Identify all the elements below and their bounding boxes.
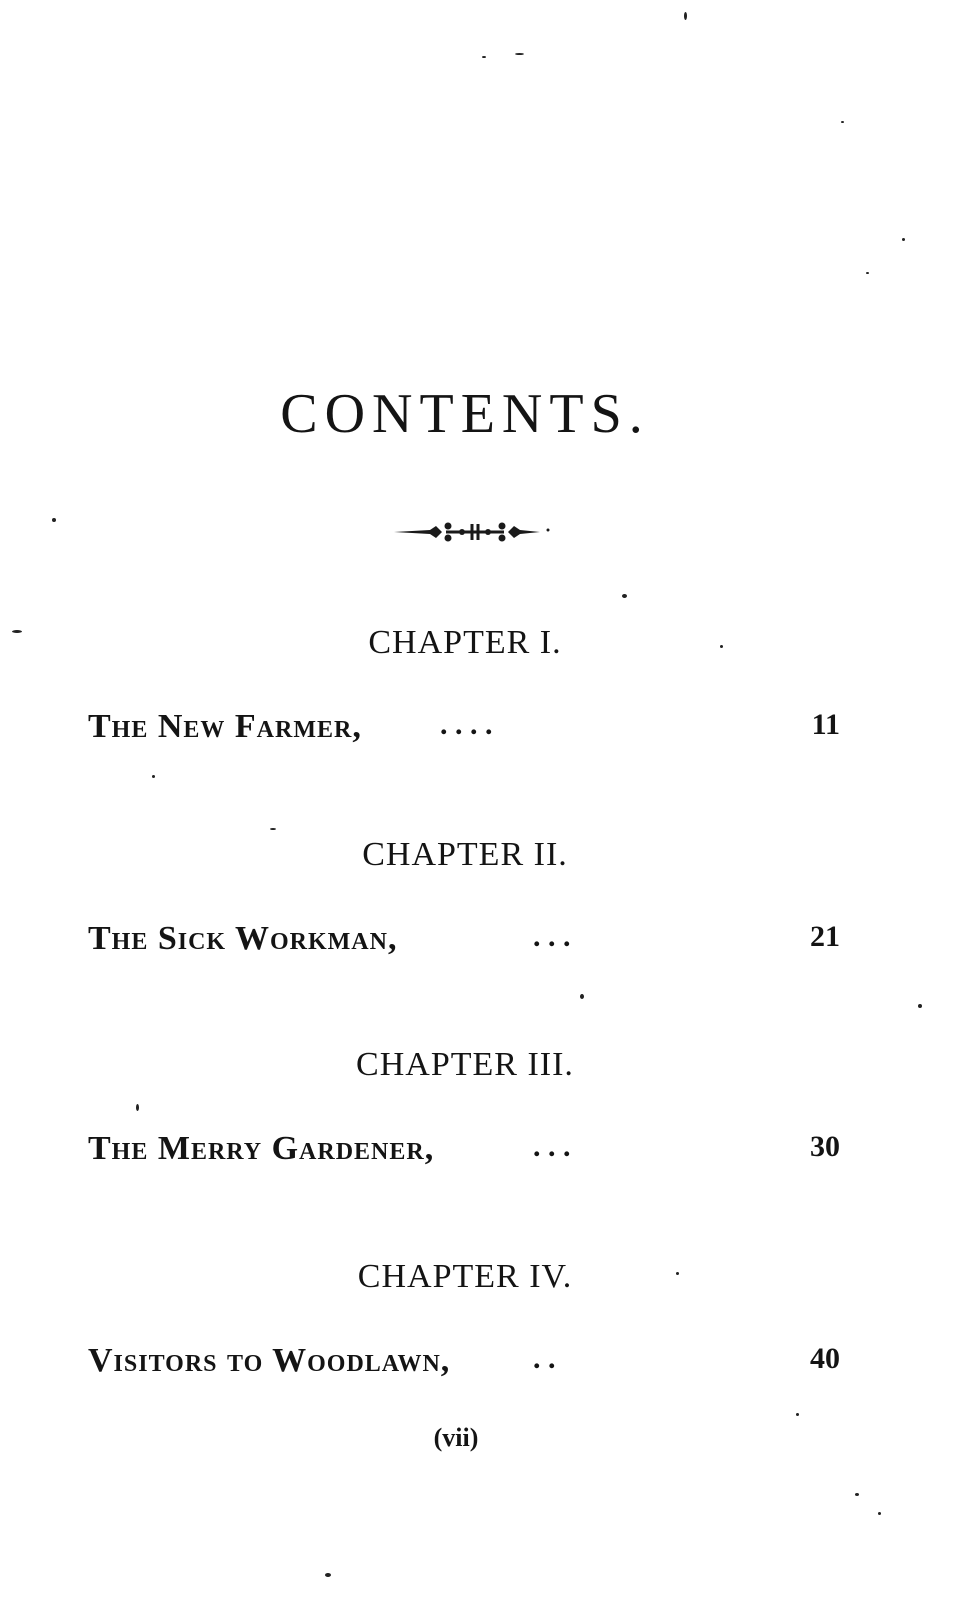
page-number: 11 bbox=[811, 708, 840, 741]
scan-speck bbox=[12, 630, 22, 633]
page-number: 40 bbox=[810, 1342, 840, 1375]
leader-dots: . . . bbox=[533, 1130, 571, 1163]
leader-dots: . . . bbox=[533, 920, 571, 953]
scan-speck bbox=[684, 12, 687, 20]
folio-page-number: (vii) bbox=[433, 1423, 479, 1452]
scan-speck bbox=[622, 594, 627, 598]
scan-speck bbox=[515, 53, 524, 55]
scan-speck bbox=[482, 56, 486, 58]
scan-speck bbox=[796, 1413, 799, 1416]
page-number: 30 bbox=[810, 1130, 840, 1163]
scan-speck bbox=[918, 1004, 922, 1008]
entry-title: Visitors to Woodlawn, bbox=[88, 1342, 451, 1379]
scan-speck bbox=[866, 272, 869, 274]
chapter-heading: CHAPTER I. bbox=[368, 624, 562, 661]
chapter-heading: CHAPTER IV. bbox=[357, 1258, 573, 1295]
scan-speck bbox=[136, 1104, 139, 1111]
leader-dots: . . . . bbox=[440, 708, 493, 741]
scan-speck bbox=[878, 1512, 881, 1515]
scan-speck bbox=[580, 994, 584, 999]
entry-title: The New Farmer, bbox=[88, 708, 362, 745]
toc-entry[interactable] bbox=[88, 920, 840, 964]
toc-entry[interactable] bbox=[88, 1130, 840, 1174]
chapter-heading: CHAPTER III. bbox=[356, 1046, 574, 1083]
entry-title: The Merry Gardener, bbox=[88, 1130, 435, 1167]
scan-speck bbox=[720, 645, 723, 648]
scan-speck bbox=[902, 238, 905, 241]
entry-title: The Sick Workman, bbox=[88, 920, 398, 957]
leader-dots: . . bbox=[533, 1342, 556, 1375]
page-title: CONTENTS. bbox=[280, 383, 650, 445]
scan-speck bbox=[855, 1493, 859, 1496]
scan-speck bbox=[676, 1272, 679, 1275]
scan-speck bbox=[52, 518, 56, 522]
scan-speck bbox=[841, 121, 844, 123]
chapter-heading: CHAPTER II. bbox=[362, 836, 568, 873]
scroll-ornament-icon bbox=[390, 512, 560, 552]
scan-speck bbox=[152, 775, 155, 778]
scan-speck bbox=[325, 1573, 331, 1577]
toc-entry[interactable] bbox=[88, 708, 840, 752]
scan-speck bbox=[270, 828, 276, 830]
page-number: 21 bbox=[810, 920, 840, 953]
toc-entry[interactable] bbox=[88, 1342, 840, 1386]
